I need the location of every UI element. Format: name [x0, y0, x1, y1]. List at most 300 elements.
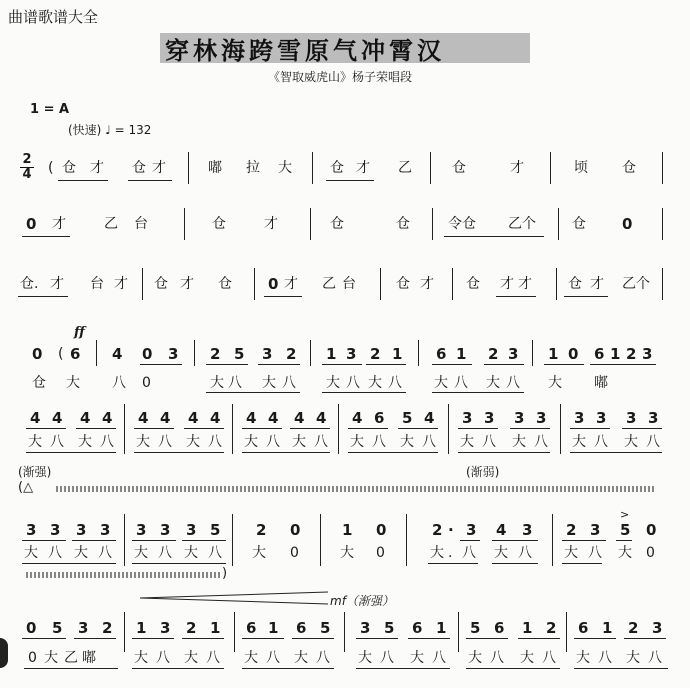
gong-syllable: 八 [228, 375, 242, 391]
barline [566, 612, 567, 652]
beat-underline [356, 638, 398, 639]
note: 6 [412, 619, 423, 637]
gong-syllable: 才 [590, 276, 604, 292]
gong-syllable: 八 [648, 650, 662, 666]
beat-underline [182, 638, 224, 639]
beat-underline [432, 364, 472, 365]
note: 4 [246, 409, 257, 427]
note: 2 [186, 619, 197, 637]
barline [234, 612, 235, 652]
barline [662, 152, 663, 184]
gong-syllable: 八 [266, 650, 280, 666]
beat-underline [206, 392, 300, 393]
beat-underline [622, 428, 662, 429]
barline [96, 340, 97, 366]
gong-syllable: 八 [388, 375, 402, 391]
gong-syllable: 大 [368, 375, 382, 391]
note: 3 [652, 619, 663, 637]
gong-syllable: 大 [434, 375, 448, 391]
gong-syllable: 八 [490, 650, 504, 666]
note: 3 [596, 409, 607, 427]
gong-syllable: 大 [184, 545, 198, 561]
gong-syllable: 才 [50, 276, 64, 292]
note: 6 [494, 619, 505, 637]
gong-syllable: 台 [90, 276, 104, 292]
gong-syllable: . [448, 545, 453, 561]
gong-syllable: 才 [356, 160, 370, 176]
note: 3 [76, 521, 87, 539]
note: 1 [610, 345, 621, 363]
note: 5 [52, 619, 63, 637]
song-title: 穿林海跨雪原气冲霄汉 [165, 37, 445, 65]
beat-underline [492, 540, 538, 541]
note: 6 [594, 345, 605, 363]
beat-underline [134, 452, 224, 453]
gong-syllable: 大 [262, 375, 276, 391]
song-subtitle: 《智取威虎山》杨子荣唱段 [268, 70, 413, 84]
note: 2 [286, 345, 297, 363]
beat-underline [206, 364, 248, 365]
gong-syllable: 仓 [32, 375, 46, 391]
beat-underline [544, 364, 584, 365]
beat-underline [492, 563, 538, 564]
note: 3 [522, 521, 533, 539]
gong-syllable: 八 [208, 434, 222, 450]
barline [418, 340, 419, 366]
note: 0 [142, 345, 153, 363]
gong-syllable: 大 [24, 545, 38, 561]
beat-underline [242, 638, 284, 639]
paren-close: ) [222, 566, 228, 581]
gong-syllable: 八 [380, 650, 394, 666]
gong-syllable: 大 [78, 434, 92, 450]
note: 5 [210, 521, 221, 539]
gong-syllable: 八 [158, 434, 172, 450]
gong-syllable: 大 [134, 650, 148, 666]
barline [124, 612, 125, 652]
beat-underline [570, 428, 610, 429]
barline [142, 268, 143, 300]
gong-syllable: 大 [74, 545, 88, 561]
note: 4 [80, 409, 91, 427]
gong-syllable: 大 [244, 434, 258, 450]
paren-open: ( [58, 346, 64, 362]
note: 3 [648, 409, 659, 427]
note: 4 [294, 409, 305, 427]
note: 2 [210, 345, 221, 363]
time-signature-bottom: 4 [20, 167, 34, 182]
beat-underline [76, 428, 116, 429]
beat-underline [366, 364, 406, 365]
beat-underline [290, 428, 330, 429]
gong-syllable: 仓 [396, 216, 410, 232]
gong-syllable: 八 [98, 545, 112, 561]
gong-syllable: 仓 [330, 216, 344, 232]
note: 2 [626, 345, 637, 363]
beat-underline [518, 638, 560, 639]
gong-syllable: 0 [28, 650, 37, 666]
note: 4 [30, 409, 41, 427]
beat-underline [242, 668, 334, 669]
note: 1 [436, 619, 447, 637]
beat-underline [242, 452, 330, 453]
gong-syllable: 0 [646, 545, 655, 561]
beat-underline [184, 428, 224, 429]
gong-syllable: 八 [422, 434, 436, 450]
note: 5 [470, 619, 481, 637]
beat-underline [182, 540, 226, 541]
note: 1 [392, 345, 403, 363]
note: 4 [316, 409, 327, 427]
gong-syllable: 大 [340, 545, 354, 561]
rest-zero: 0 [268, 275, 279, 293]
beat-underline [128, 180, 172, 181]
note: 4 [102, 409, 113, 427]
barline [556, 268, 557, 300]
note: 0 [646, 521, 657, 539]
gong-syllable: 0 [142, 375, 151, 391]
gong-syllable: 八 [314, 434, 328, 450]
beat-underline [444, 236, 544, 237]
tempo-marking: (快速) ♩ = 132 [68, 123, 152, 137]
barline [194, 340, 195, 366]
gong-syllable: 乙 [322, 276, 336, 292]
note: 0 [32, 345, 43, 363]
beat-underline [292, 638, 334, 639]
gong-syllable: 大 [136, 434, 150, 450]
beat-underline [132, 563, 226, 564]
gong-syllable: 大 [210, 375, 224, 391]
gong-syllable: 大 [494, 545, 508, 561]
barline [448, 404, 449, 454]
gong-syllable: 才 [510, 160, 524, 176]
beat-underline [348, 428, 388, 429]
barline [124, 514, 125, 566]
gong-syllable: 八 [646, 434, 660, 450]
gong-syllable: 仓 [568, 276, 582, 292]
gong-syllable: 才 [264, 216, 278, 232]
accent-mark: > [620, 508, 630, 521]
beat-underline [322, 392, 406, 393]
note: 6 [578, 619, 589, 637]
barline [558, 208, 559, 240]
beat-underline [398, 428, 438, 429]
gong-syllable: 大 [486, 375, 500, 391]
gong-syllable: 大 [624, 434, 638, 450]
gong-syllable: 八 [594, 434, 608, 450]
beat-underline [242, 428, 282, 429]
note: 1 [602, 619, 613, 637]
note: 4 [496, 521, 507, 539]
barline [552, 514, 553, 566]
note: 3 [536, 409, 547, 427]
paren-open: ( [48, 160, 54, 176]
note: 5 [320, 619, 331, 637]
gong-syllable: 大 [548, 375, 562, 391]
barline [430, 152, 431, 184]
gong-syllable: 八 [158, 545, 172, 561]
note: 6 [296, 619, 307, 637]
note: · [448, 521, 454, 539]
gong-syllable: 八 [542, 650, 556, 666]
gong-syllable: 八 [316, 650, 330, 666]
gong-syllable: 才 [284, 276, 298, 292]
gong-syllable: 大 [512, 434, 526, 450]
beat-underline [466, 638, 508, 639]
barline [310, 208, 311, 240]
note: 3 [574, 409, 585, 427]
beat-underline [510, 428, 550, 429]
note: 4 [138, 409, 149, 427]
gong-syllable: 八 [112, 375, 126, 391]
gong-syllable: 才 [114, 276, 128, 292]
gong-syllable: 仓 [330, 160, 344, 176]
beat-underline [466, 668, 560, 669]
gong-syllable: 仓 [396, 276, 410, 292]
barline [458, 612, 459, 652]
gong-syllable: 嘟 [208, 160, 222, 176]
time-signature [20, 153, 34, 182]
gong-syllable: 八 [454, 375, 468, 391]
gong-syllable: 大 [278, 160, 292, 176]
beat-underline [18, 296, 68, 297]
beat-underline [326, 180, 374, 181]
note: 2 [488, 345, 499, 363]
beat-underline [22, 540, 66, 541]
note: 3 [508, 345, 519, 363]
note: 3 [484, 409, 495, 427]
note: 6 [374, 409, 385, 427]
gong-syllable: 大 [44, 650, 58, 666]
beat-underline [140, 364, 182, 365]
gong-syllable: 大 [28, 434, 42, 450]
note: 5 [620, 521, 631, 539]
rest-zero: 0 [26, 215, 37, 233]
note: 1 [522, 619, 533, 637]
barline [184, 208, 185, 240]
gong-syllable: 八 [208, 545, 222, 561]
note: 3 [360, 619, 371, 637]
note: 2 [628, 619, 639, 637]
note: 1 [456, 345, 467, 363]
note: 3 [136, 521, 147, 539]
beat-underline [24, 668, 118, 669]
beat-underline [58, 180, 108, 181]
note: 0 [26, 619, 37, 637]
gong-syllable: 八 [588, 545, 602, 561]
gong-syllable: 大 [186, 434, 200, 450]
page-edge-mark [0, 638, 8, 668]
note: 3 [514, 409, 525, 427]
note: 6 [70, 345, 81, 363]
gong-syllable: 八 [372, 434, 386, 450]
barline [406, 514, 407, 566]
note: 3 [590, 521, 601, 539]
note: 4 [210, 409, 221, 427]
gong-syllable: 乙个 [508, 216, 536, 232]
note: 4 [160, 409, 171, 427]
barline [232, 404, 233, 454]
barline [254, 268, 255, 300]
note: 4 [424, 409, 435, 427]
gong-syllable: 台 [342, 276, 356, 292]
gong-syllable: 八 [100, 434, 114, 450]
note: 3 [466, 521, 477, 539]
beat-underline [22, 236, 70, 237]
beat-underline [74, 638, 116, 639]
note: 1 [548, 345, 559, 363]
gong-syllable: 仓 [622, 160, 636, 176]
gong-syllable: 大 [520, 650, 534, 666]
barline [532, 340, 533, 366]
gong-syllable: 大 [292, 434, 306, 450]
note: 1 [210, 619, 221, 637]
beat-underline [590, 364, 656, 365]
gong-syllable: 仓 [218, 276, 232, 292]
gong-syllable: 仓 [62, 160, 76, 176]
note: 3 [626, 409, 637, 427]
diminuendo-marking: (渐弱) [466, 465, 500, 479]
beat-underline [624, 638, 666, 639]
note: 1 [136, 619, 147, 637]
gong-syllable: 八 [518, 545, 532, 561]
beat-underline [570, 452, 662, 453]
beat-underline [22, 563, 116, 564]
gong-syllable: 0 [376, 545, 385, 561]
barline [662, 268, 663, 300]
gong-syllable: 大 [252, 545, 266, 561]
gong-syllable: 大 [326, 375, 340, 391]
gong-syllable: 大 [350, 434, 364, 450]
beat-underline [72, 540, 116, 541]
note: 1 [342, 521, 353, 539]
note: 6 [246, 619, 257, 637]
beat-underline [458, 452, 550, 453]
note: 5 [234, 345, 245, 363]
barline [452, 268, 453, 300]
note: 2 [370, 345, 381, 363]
gong-syllable: 八 [206, 650, 220, 666]
rest-zero: 0 [622, 215, 633, 233]
gong-syllable: 大 [576, 650, 590, 666]
gong-syllable: 0 [290, 545, 299, 561]
key-signature: 1 = A [30, 102, 70, 117]
gong-syllable: 大 [400, 434, 414, 450]
barline [432, 208, 433, 240]
note: 5 [384, 619, 395, 637]
beat-underline [562, 563, 602, 564]
gong-syllable: 大 [294, 650, 308, 666]
gong-syllable: 八 [50, 434, 64, 450]
note: 3 [50, 521, 61, 539]
gong-syllable: 八 [462, 545, 476, 561]
gong-syllable: 大 [572, 434, 586, 450]
beat-underline [574, 638, 616, 639]
beat-underline [132, 668, 224, 669]
gong-syllable: 嘟 [594, 375, 608, 391]
note: 3 [186, 521, 197, 539]
note: 4 [268, 409, 279, 427]
gong-syllable: 大 [626, 650, 640, 666]
gong-syllable: 大 [244, 650, 258, 666]
barline [338, 404, 339, 454]
gong-syllable: 大 [358, 650, 372, 666]
note: 2 [102, 619, 113, 637]
beat-underline [258, 364, 300, 365]
note: 1 [268, 619, 279, 637]
note: 2 [546, 619, 557, 637]
beat-underline [26, 428, 66, 429]
gong-syllable: 大 [134, 545, 148, 561]
beat-underline [408, 638, 450, 639]
gong-syllable: 八 [534, 434, 548, 450]
note: 4 [52, 409, 63, 427]
note: 4 [188, 409, 199, 427]
note: 3 [160, 619, 171, 637]
gong-syllable: 仓 [212, 216, 226, 232]
note: 3 [262, 345, 273, 363]
barline [560, 404, 561, 454]
dynamic-ff: ff [74, 325, 85, 340]
gong-syllable: 才 [52, 216, 66, 232]
beat-underline [428, 563, 478, 564]
gong-syllable: 仓 [572, 216, 586, 232]
gong-syllable: 大 [618, 545, 632, 561]
barline [310, 340, 311, 366]
gong-syllable: 仓 [154, 276, 168, 292]
barline [344, 612, 345, 652]
beat-underline [322, 364, 362, 365]
tremolo-wavy-line [26, 572, 222, 578]
note: 5 [402, 409, 413, 427]
crescendo-hairpin [140, 590, 330, 606]
barline [320, 514, 321, 566]
gong-syllable: 仓 [132, 160, 146, 176]
gong-syllable: 才 [420, 276, 434, 292]
time-signature-top: 2 [22, 152, 32, 167]
gong-syllable: 才 [500, 276, 514, 292]
barline [124, 404, 125, 454]
beat-underline [562, 540, 606, 541]
gong-syllable: 仓 [466, 276, 480, 292]
barline [550, 152, 551, 184]
gong-syllable: 大 [564, 545, 578, 561]
note: 0 [376, 521, 387, 539]
gong-syllable: 乙 [64, 650, 78, 666]
gong-syllable: 才 [518, 276, 532, 292]
note: 0 [290, 521, 301, 539]
gong-syllable: 才 [180, 276, 194, 292]
barline [232, 514, 233, 566]
note: 3 [642, 345, 653, 363]
gong-syllable: 才 [152, 160, 166, 176]
barline [380, 268, 381, 300]
gong-syllable: 乙 [398, 160, 412, 176]
beat-underline [134, 428, 174, 429]
beat-underline [132, 638, 174, 639]
gong-syllable: 大 [410, 650, 424, 666]
gong-syllable: 大 [66, 375, 80, 391]
beat-underline [348, 452, 438, 453]
note: 2 [432, 521, 443, 539]
beat-underline [564, 296, 608, 297]
gong-syllable: 仓. [20, 276, 39, 292]
beat-underline [432, 392, 524, 393]
beat-underline [26, 452, 116, 453]
note: 3 [462, 409, 473, 427]
gong-syllable: 乙 [104, 216, 118, 232]
gong-syllable: 八 [482, 434, 496, 450]
